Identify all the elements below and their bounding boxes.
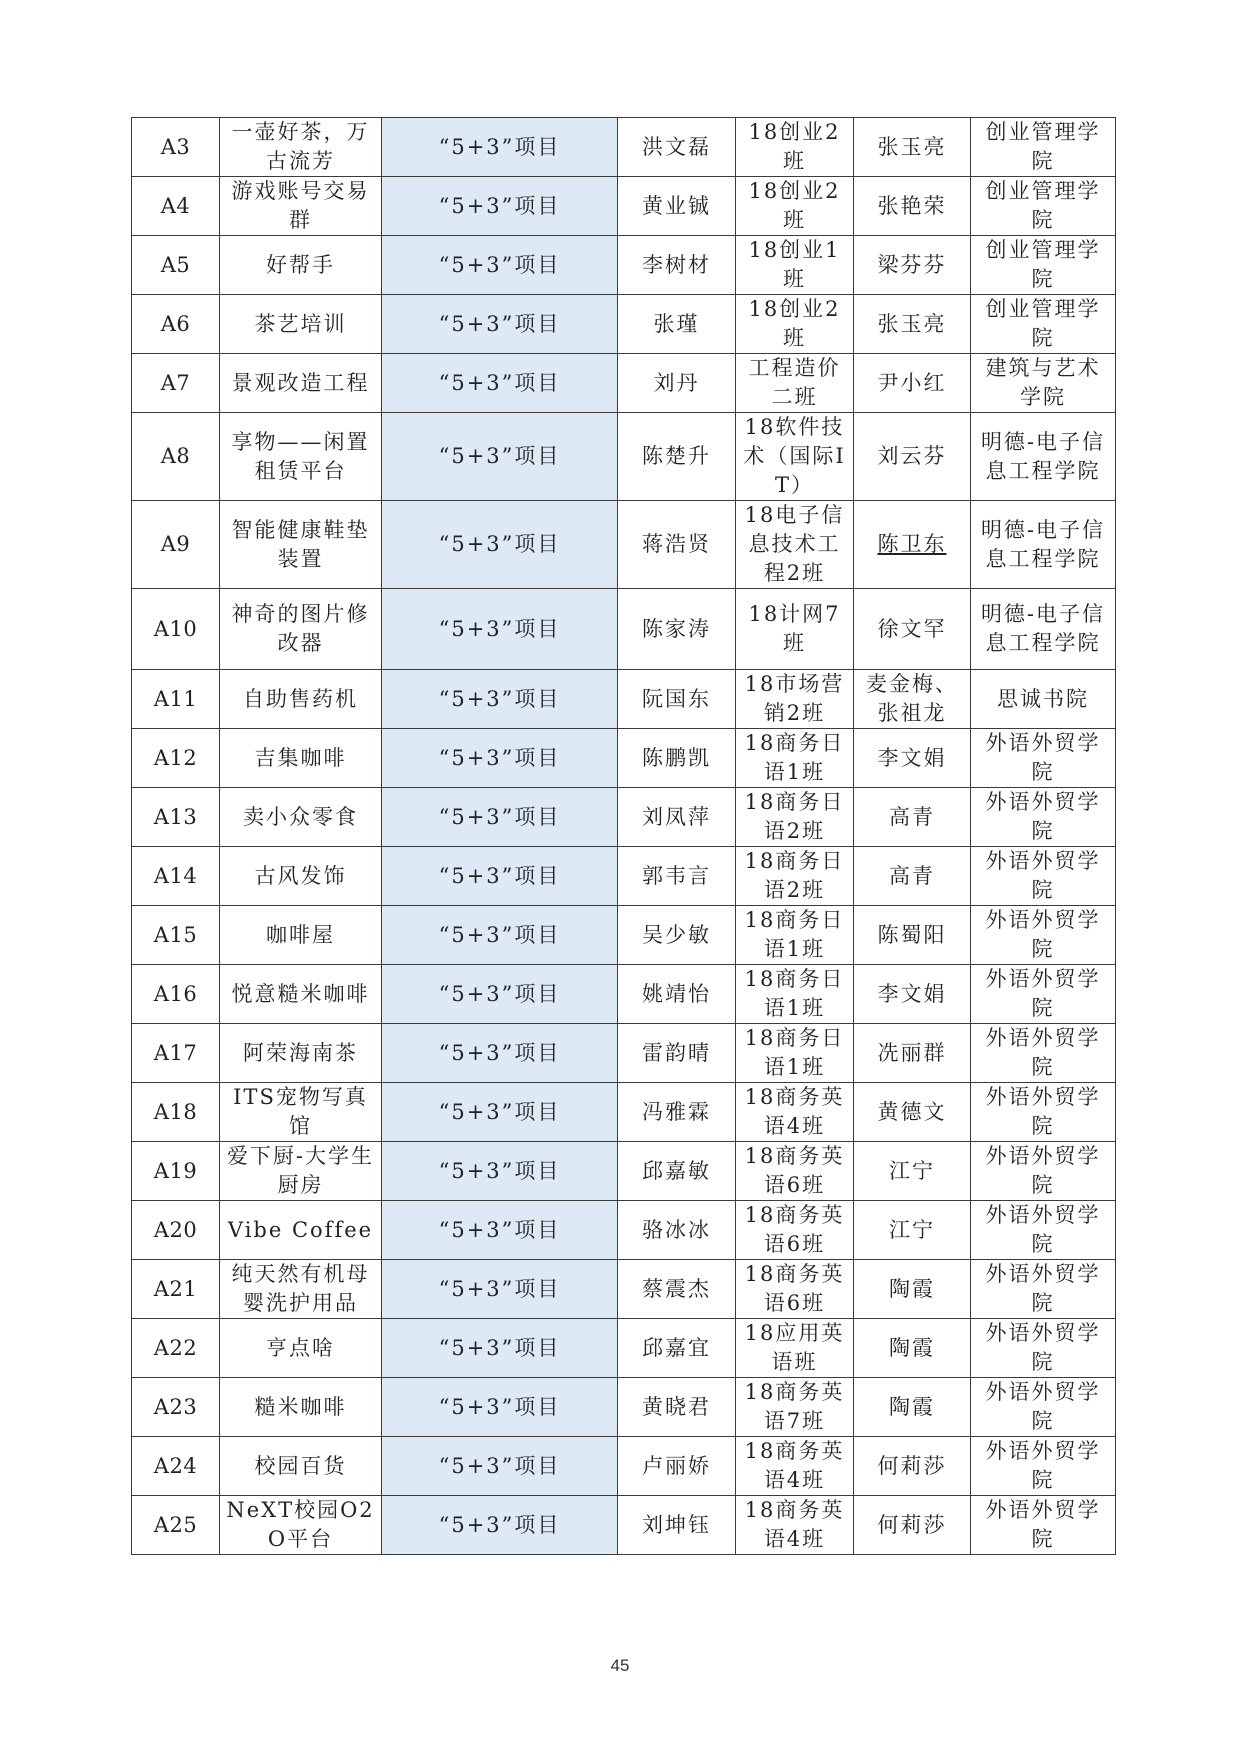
cell-project-type: “5+3”项目 <box>382 906 618 965</box>
cell-advisor: 高青 <box>854 847 971 906</box>
cell-class: 18应用英语班 <box>736 1319 854 1378</box>
table-row <box>132 847 1116 906</box>
cell-class: 18电子信息技术工程2班 <box>736 501 854 589</box>
table-row <box>132 177 1116 236</box>
cell-project-id: A13 <box>132 788 220 847</box>
table-row <box>132 788 1116 847</box>
cell-project-id: A16 <box>132 965 220 1024</box>
cell-project-name: 古风发饰 <box>220 847 382 906</box>
cell-advisor: 江宁 <box>854 1201 971 1260</box>
cell-project-name: 卖小众零食 <box>220 788 382 847</box>
cell-team-leader: 刘坤钰 <box>618 1496 736 1555</box>
cell-class: 18商务英语6班 <box>736 1142 854 1201</box>
cell-college: 明德-电子信息工程学院 <box>971 589 1116 670</box>
cell-class: 18软件技术（国际IT） <box>736 413 854 501</box>
cell-project-type: “5+3”项目 <box>382 1437 618 1496</box>
cell-advisor: 冼丽群 <box>854 1024 971 1083</box>
cell-project-type: “5+3”项目 <box>382 501 618 589</box>
cell-class: 18商务日语2班 <box>736 847 854 906</box>
cell-class: 工程造价二班 <box>736 354 854 413</box>
cell-project-name: NeXT校园O2O平台 <box>220 1496 382 1555</box>
cell-college: 思诚书院 <box>971 670 1116 729</box>
cell-advisor: 尹小红 <box>854 354 971 413</box>
cell-college: 创业管理学院 <box>971 236 1116 295</box>
cell-college: 明德-电子信息工程学院 <box>971 413 1116 501</box>
cell-team-leader: 阮国东 <box>618 670 736 729</box>
cell-project-name: 茶艺培训 <box>220 295 382 354</box>
cell-college: 外语外贸学院 <box>971 906 1116 965</box>
cell-project-type: “5+3”项目 <box>382 177 618 236</box>
cell-class: 18商务日语1班 <box>736 965 854 1024</box>
cell-advisor: 李文娟 <box>854 729 971 788</box>
cell-advisor: 江宁 <box>854 1142 971 1201</box>
cell-project-type: “5+3”项目 <box>382 1083 618 1142</box>
cell-project-name: ITS宠物写真馆 <box>220 1083 382 1142</box>
cell-advisor: 陶霞 <box>854 1319 971 1378</box>
cell-class: 18创业2班 <box>736 118 854 177</box>
cell-project-id: A15 <box>132 906 220 965</box>
cell-team-leader: 蔡震杰 <box>618 1260 736 1319</box>
cell-advisor: 麦金梅、张祖龙 <box>854 670 971 729</box>
cell-team-leader: 卢丽娇 <box>618 1437 736 1496</box>
cell-project-type: “5+3”项目 <box>382 236 618 295</box>
cell-project-type: “5+3”项目 <box>382 1024 618 1083</box>
cell-project-name: 咖啡屋 <box>220 906 382 965</box>
cell-team-leader: 刘凤萍 <box>618 788 736 847</box>
cell-advisor: 徐文罕 <box>854 589 971 670</box>
table-row <box>132 670 1116 729</box>
cell-project-type: “5+3”项目 <box>382 295 618 354</box>
table-row <box>132 589 1116 670</box>
cell-class: 18商务英语4班 <box>736 1437 854 1496</box>
table-row <box>132 354 1116 413</box>
cell-team-leader: 蒋浩贤 <box>618 501 736 589</box>
table-row <box>132 1083 1116 1142</box>
cell-project-type: “5+3”项目 <box>382 1142 618 1201</box>
cell-project-id: A18 <box>132 1083 220 1142</box>
cell-project-type: “5+3”项目 <box>382 589 618 670</box>
cell-project-name: 悦意糙米咖啡 <box>220 965 382 1024</box>
cell-project-id: A23 <box>132 1378 220 1437</box>
table-row <box>132 1260 1116 1319</box>
cell-project-id: A22 <box>132 1319 220 1378</box>
cell-advisor: 梁芬芬 <box>854 236 971 295</box>
cell-project-type: “5+3”项目 <box>382 1260 618 1319</box>
cell-college: 外语外贸学院 <box>971 1437 1116 1496</box>
cell-college: 外语外贸学院 <box>971 1201 1116 1260</box>
cell-team-leader: 郭韦言 <box>618 847 736 906</box>
cell-team-leader: 刘丹 <box>618 354 736 413</box>
cell-project-type: “5+3”项目 <box>382 413 618 501</box>
cell-project-type: “5+3”项目 <box>382 1496 618 1555</box>
cell-project-id: A7 <box>132 354 220 413</box>
cell-college: 创业管理学院 <box>971 118 1116 177</box>
cell-team-leader: 张瑾 <box>618 295 736 354</box>
cell-project-id: A12 <box>132 729 220 788</box>
cell-advisor: 陶霞 <box>854 1260 971 1319</box>
cell-college: 外语外贸学院 <box>971 1083 1116 1142</box>
cell-project-id: A9 <box>132 501 220 589</box>
cell-project-type: “5+3”项目 <box>382 1378 618 1437</box>
cell-class: 18市场营销2班 <box>736 670 854 729</box>
cell-project-name: 一壶好茶，万古流芳 <box>220 118 382 177</box>
table-row <box>132 1378 1116 1437</box>
project-table-body <box>132 118 1116 1555</box>
cell-project-name: 纯天然有机母婴洗护用品 <box>220 1260 382 1319</box>
cell-class: 18商务英语4班 <box>736 1083 854 1142</box>
cell-team-leader: 李树材 <box>618 236 736 295</box>
cell-college: 明德-电子信息工程学院 <box>971 501 1116 589</box>
cell-project-id: A4 <box>132 177 220 236</box>
cell-project-id: A17 <box>132 1024 220 1083</box>
cell-advisor: 陶霞 <box>854 1378 971 1437</box>
cell-college: 外语外贸学院 <box>971 1378 1116 1437</box>
cell-class: 18商务英语6班 <box>736 1201 854 1260</box>
cell-advisor <box>854 501 971 589</box>
cell-project-name: Vibe Coffee <box>220 1201 382 1260</box>
table-row <box>132 906 1116 965</box>
cell-college: 外语外贸学院 <box>971 965 1116 1024</box>
cell-college: 创业管理学院 <box>971 177 1116 236</box>
cell-class: 18创业1班 <box>736 236 854 295</box>
cell-class: 18商务日语1班 <box>736 729 854 788</box>
cell-project-name: 阿荣海南茶 <box>220 1024 382 1083</box>
cell-class: 18商务日语2班 <box>736 788 854 847</box>
cell-project-type: “5+3”项目 <box>382 729 618 788</box>
cell-team-leader: 陈楚升 <box>618 413 736 501</box>
table-row <box>132 1201 1116 1260</box>
cell-project-name: 亨点啥 <box>220 1319 382 1378</box>
cell-college: 外语外贸学院 <box>971 1319 1116 1378</box>
cell-college: 外语外贸学院 <box>971 1260 1116 1319</box>
cell-project-type: “5+3”项目 <box>382 788 618 847</box>
cell-advisor: 陈蜀阳 <box>854 906 971 965</box>
cell-team-leader: 姚靖怡 <box>618 965 736 1024</box>
page-number: 45 <box>610 1656 630 1675</box>
cell-project-id: A6 <box>132 295 220 354</box>
cell-project-id: A5 <box>132 236 220 295</box>
cell-project-type: “5+3”项目 <box>382 354 618 413</box>
table-row <box>132 1437 1116 1496</box>
table-row <box>132 118 1116 177</box>
cell-project-id: A11 <box>132 670 220 729</box>
cell-project-name: 糙米咖啡 <box>220 1378 382 1437</box>
cell-project-id: A19 <box>132 1142 220 1201</box>
cell-team-leader: 黄晓君 <box>618 1378 736 1437</box>
cell-college: 外语外贸学院 <box>971 1142 1116 1201</box>
cell-project-id: A25 <box>132 1496 220 1555</box>
cell-class: 18商务日语1班 <box>736 906 854 965</box>
cell-team-leader: 邱嘉敏 <box>618 1142 736 1201</box>
cell-college: 创业管理学院 <box>971 295 1116 354</box>
cell-project-id: A20 <box>132 1201 220 1260</box>
cell-college: 外语外贸学院 <box>971 788 1116 847</box>
cell-class: 18创业2班 <box>736 177 854 236</box>
table-row <box>132 729 1116 788</box>
cell-team-leader: 黄业铖 <box>618 177 736 236</box>
cell-project-type: “5+3”项目 <box>382 965 618 1024</box>
cell-project-name: 享物——闲置租赁平台 <box>220 413 382 501</box>
cell-team-leader: 洪文磊 <box>618 118 736 177</box>
cell-project-name: 自助售药机 <box>220 670 382 729</box>
cell-project-id: A14 <box>132 847 220 906</box>
table-row <box>132 501 1116 589</box>
project-table <box>131 117 1116 1555</box>
cell-class: 18商务英语6班 <box>736 1260 854 1319</box>
table-row <box>132 1142 1116 1201</box>
table-row <box>132 413 1116 501</box>
cell-project-id: A10 <box>132 589 220 670</box>
cell-college: 建筑与艺术学院 <box>971 354 1116 413</box>
cell-project-name: 爱下厨-大学生厨房 <box>220 1142 382 1201</box>
cell-advisor: 张艳荣 <box>854 177 971 236</box>
cell-advisor: 张玉亮 <box>854 295 971 354</box>
cell-team-leader: 陈鹏凯 <box>618 729 736 788</box>
cell-advisor: 黄德文 <box>854 1083 971 1142</box>
cell-project-name: 校园百货 <box>220 1437 382 1496</box>
cell-project-name: 吉集咖啡 <box>220 729 382 788</box>
cell-project-name: 景观改造工程 <box>220 354 382 413</box>
cell-project-type: “5+3”项目 <box>382 670 618 729</box>
table-row <box>132 295 1116 354</box>
cell-project-name: 智能健康鞋垫装置 <box>220 501 382 589</box>
cell-class: 18商务英语4班 <box>736 1496 854 1555</box>
cell-college: 外语外贸学院 <box>971 729 1116 788</box>
cell-advisor: 李文娟 <box>854 965 971 1024</box>
table-row <box>132 1319 1116 1378</box>
table-row <box>132 1024 1116 1083</box>
cell-project-type: “5+3”项目 <box>382 1201 618 1260</box>
cell-college: 外语外贸学院 <box>971 1024 1116 1083</box>
table-row <box>132 1496 1116 1555</box>
cell-advisor: 何莉莎 <box>854 1437 971 1496</box>
cell-project-id: A21 <box>132 1260 220 1319</box>
cell-project-name: 神奇的图片修改器 <box>220 589 382 670</box>
cell-college: 外语外贸学院 <box>971 847 1116 906</box>
cell-team-leader: 邱嘉宜 <box>618 1319 736 1378</box>
cell-team-leader: 吴少敏 <box>618 906 736 965</box>
cell-team-leader: 骆冰冰 <box>618 1201 736 1260</box>
underlined-advisor-name: 陈卫东 <box>877 532 947 556</box>
cell-project-type: “5+3”项目 <box>382 118 618 177</box>
cell-project-id: A24 <box>132 1437 220 1496</box>
cell-team-leader: 雷韵晴 <box>618 1024 736 1083</box>
table-row <box>132 236 1116 295</box>
cell-project-id: A8 <box>132 413 220 501</box>
cell-project-name: 游戏账号交易群 <box>220 177 382 236</box>
cell-advisor: 刘云芬 <box>854 413 971 501</box>
cell-advisor: 张玉亮 <box>854 118 971 177</box>
cell-project-id: A3 <box>132 118 220 177</box>
cell-advisor: 何莉莎 <box>854 1496 971 1555</box>
cell-class: 18创业2班 <box>736 295 854 354</box>
cell-college: 外语外贸学院 <box>971 1496 1116 1555</box>
cell-project-type: “5+3”项目 <box>382 1319 618 1378</box>
cell-advisor: 高青 <box>854 788 971 847</box>
cell-team-leader: 冯雅霖 <box>618 1083 736 1142</box>
cell-class: 18商务英语7班 <box>736 1378 854 1437</box>
cell-class: 18计网7班 <box>736 589 854 670</box>
cell-project-name: 好帮手 <box>220 236 382 295</box>
table-row <box>132 965 1116 1024</box>
cell-team-leader: 陈家涛 <box>618 589 736 670</box>
cell-project-type: “5+3”项目 <box>382 847 618 906</box>
cell-class: 18商务日语1班 <box>736 1024 854 1083</box>
